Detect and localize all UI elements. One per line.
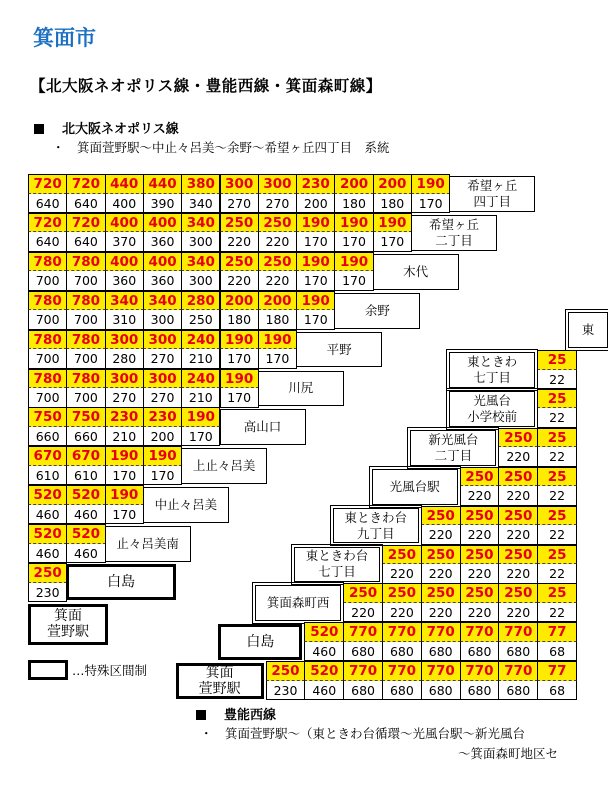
fare-cell-top: 780: [28, 252, 67, 272]
fare-cell-bottom: 180: [334, 194, 373, 214]
stop-label-line: 光風台: [473, 392, 511, 408]
fare-cell-top: 200: [334, 174, 373, 194]
fare-cell-bottom: 170: [373, 232, 412, 252]
fare-cell-bottom: 700: [66, 271, 105, 291]
fare-cell-top: 780: [66, 291, 105, 311]
stop-label: 白島: [218, 624, 302, 660]
fare-cell-bottom: 68: [537, 681, 577, 701]
fare-cell-bottom: 700: [66, 310, 105, 330]
fare-cell-bottom: 220: [382, 564, 422, 584]
fare-cell-bottom: 220: [421, 525, 461, 545]
fare-cell-bottom: 700: [28, 310, 67, 330]
fare-cell-bottom: 460: [28, 544, 67, 564]
fare-cell-bottom: 400: [105, 194, 144, 214]
fare-cell-top: 670: [28, 446, 67, 466]
fare-cell-bottom: 170: [220, 388, 259, 408]
fare-cell-top: 200: [258, 291, 297, 311]
fare-cell-bottom: 680: [498, 681, 538, 701]
fare-cell-top: 250: [421, 506, 461, 526]
fare-cell-bottom: 230: [28, 583, 67, 603]
stop-label-line: 希望ヶ丘: [467, 177, 518, 193]
stop-label-line: 七丁目: [318, 564, 356, 580]
fare-cell-top: 780: [28, 291, 67, 311]
fare-cell-bottom: 460: [304, 642, 344, 662]
page-heading: 【北大阪ネオポリス線・豊能西線・箕面森町線】: [30, 77, 382, 95]
fare-cell-top: 400: [105, 213, 144, 233]
fare-cell-top: 250: [258, 213, 297, 233]
fare-cell-bottom: 300: [181, 271, 220, 291]
fare-cell-bottom: 270: [143, 388, 182, 408]
fare-cell-bottom: 170: [411, 194, 450, 214]
fare-cell-top: 190: [181, 407, 220, 427]
fare-cell-top: 780: [66, 330, 105, 350]
fare-cell-bottom: 460: [66, 544, 105, 564]
fare-cell-top: 720: [66, 213, 105, 233]
stop-label: [449, 352, 535, 388]
fare-cell-top: 720: [66, 174, 105, 194]
fare-cell-top: 750: [66, 407, 105, 427]
stop-label-line: 箕面: [205, 665, 234, 682]
stop-label-line: 萱野駅: [198, 681, 241, 698]
stop-label-origin-line: 萱野駅: [47, 624, 89, 641]
fare-cell-bottom: 460: [28, 505, 67, 525]
fare-cell-top: 780: [66, 369, 105, 389]
fare-cell-bottom: 180: [220, 310, 259, 330]
fare-cell-top: 250: [28, 563, 67, 583]
fare-cell-top: 190: [105, 485, 144, 505]
fare-cell-top: 770: [382, 622, 422, 642]
fare-cell-top: 520: [304, 661, 344, 681]
fare-cell-bottom: 22: [537, 447, 577, 467]
fare-cell-top: 230: [296, 174, 335, 194]
fare-cell-top: 400: [143, 213, 182, 233]
fare-cell-bottom: 210: [181, 388, 220, 408]
fare-cell-top: 190: [296, 291, 335, 311]
fare-cell-top: 770: [460, 622, 500, 642]
fare-cell-top: 25: [537, 350, 577, 370]
fare-cell-top: 770: [498, 622, 538, 642]
fare-cell-top: 520: [304, 622, 344, 642]
fare-cell-top: 25: [537, 467, 577, 487]
fare-cell-bottom: 660: [28, 427, 67, 447]
fare-cell-top: 190: [258, 330, 297, 350]
fare-cell-top: 300: [220, 174, 259, 194]
fare-cell-bottom: 270: [143, 349, 182, 369]
stop-label: [294, 547, 380, 583]
fare-cell-top: 190: [334, 252, 373, 272]
fare-cell-top: 300: [143, 369, 182, 389]
stop-label: 止々呂美南: [105, 526, 191, 562]
fare-cell-top: 520: [28, 485, 67, 505]
fare-cell-bottom: 180: [258, 310, 297, 330]
fare-cell-top: 250: [498, 583, 538, 603]
fare-cell-top: 250: [343, 583, 383, 603]
fare-cell-top: 340: [181, 252, 220, 272]
fare-cell-top: 770: [343, 661, 383, 681]
fare-cell-bottom: 22: [537, 408, 577, 428]
fare-cell-bottom: 220: [343, 603, 383, 623]
fare-cell-bottom: 700: [66, 388, 105, 408]
fare-cell-top: 77: [537, 661, 577, 681]
section2-title: 豊能西線: [224, 708, 277, 723]
fare-cell-bottom: 220: [498, 603, 538, 623]
fare-cell-bottom: 22: [537, 486, 577, 506]
fare-cell-top: 400: [105, 252, 144, 272]
fare-cell-bottom: 270: [105, 388, 144, 408]
fare-cell-top: 25: [537, 389, 577, 409]
fare-cell-bottom: 370: [105, 232, 144, 252]
stop-label: 平野: [296, 332, 382, 368]
fare-cell-bottom: 22: [537, 370, 577, 390]
fare-cell-bottom: 610: [66, 466, 105, 486]
fare-cell-top: 250: [460, 506, 500, 526]
stop-label-line: 二丁目: [434, 447, 473, 463]
fare-cell-bottom: 700: [66, 349, 105, 369]
fare-cell-top: 280: [181, 291, 220, 311]
fare-cell-top: 25: [537, 428, 577, 448]
fare-cell-top: 520: [28, 524, 67, 544]
fare-cell-top: 300: [258, 174, 297, 194]
stop-label: 川尻: [258, 371, 344, 407]
fare-cell-bottom: 210: [105, 427, 144, 447]
fare-cell-bottom: 170: [334, 232, 373, 252]
fare-cell-bottom: 220: [421, 603, 461, 623]
fare-cell-top: 250: [498, 467, 538, 487]
stop-label-top: 東: [568, 312, 608, 348]
fare-cell-bottom: 68: [537, 642, 577, 662]
fare-cell-bottom: 680: [343, 642, 383, 662]
stop-label-line: 九丁目: [357, 525, 395, 541]
legend-text: …特殊区間制: [72, 663, 148, 678]
fare-cell-bottom: 170: [258, 349, 297, 369]
stop-label: 白島: [66, 564, 176, 600]
fare-cell-top: 250: [382, 545, 422, 565]
fare-cell-bottom: 22: [537, 525, 577, 545]
fare-cell-top: 250: [266, 661, 306, 681]
fare-cell-bottom: 220: [498, 564, 538, 584]
fare-cell-bottom: 310: [105, 310, 144, 330]
stop-label: 光風台駅: [372, 469, 458, 505]
stop-label: [333, 508, 419, 544]
fare-cell-bottom: 220: [460, 603, 500, 623]
fare-cell-bottom: 640: [28, 194, 67, 214]
fare-cell-top: 300: [143, 330, 182, 350]
fare-cell-top: 240: [181, 330, 220, 350]
stop-label-line: 希望ヶ丘: [428, 216, 479, 232]
fare-cell-top: 190: [220, 369, 259, 389]
fare-cell-top: 340: [181, 213, 220, 233]
fare-cell-top: 190: [373, 213, 412, 233]
fare-cell-top: 720: [28, 213, 67, 233]
fare-cell-bottom: 390: [143, 194, 182, 214]
fare-cell-bottom: 460: [304, 681, 344, 701]
fare-cell-top: 380: [181, 174, 220, 194]
fare-cell-bottom: 360: [105, 271, 144, 291]
fare-cell-top: 240: [181, 369, 220, 389]
fare-cell-bottom: 170: [105, 466, 144, 486]
fare-cell-top: 340: [105, 291, 144, 311]
fare-cell-top: 770: [343, 622, 383, 642]
stop-label-line: 二丁目: [435, 232, 473, 248]
section1-route-text: 箕面萱野駅〜中止々呂美〜余野〜希望ヶ丘四丁目 系統: [77, 140, 390, 155]
fare-cell-bottom: 300: [143, 310, 182, 330]
fare-cell-top: 25: [537, 583, 577, 603]
fare-cell-top: 200: [373, 174, 412, 194]
fare-cell-top: 750: [28, 407, 67, 427]
fare-cell-bottom: 220: [421, 564, 461, 584]
fare-cell-bottom: 22: [537, 603, 577, 623]
fare-cell-bottom: 170: [296, 271, 335, 291]
fare-cell-bottom: 270: [220, 194, 259, 214]
fare-cell-bottom: 700: [28, 271, 67, 291]
fare-cell-top: 300: [105, 369, 144, 389]
fare-cell-bottom: 680: [498, 642, 538, 662]
fare-cell-top: 250: [460, 583, 500, 603]
fare-cell-bottom: 680: [460, 681, 500, 701]
fare-cell-bottom: 220: [460, 486, 500, 506]
fare-cell-top: 25: [537, 506, 577, 526]
fare-cell-top: 300: [105, 330, 144, 350]
fare-cell-top: 780: [28, 330, 67, 350]
fare-cell-top: 520: [66, 485, 105, 505]
fare-cell-bottom: 170: [143, 466, 182, 486]
fare-cell-bottom: 360: [143, 232, 182, 252]
fare-cell-top: 400: [143, 252, 182, 272]
stop-label: [449, 391, 535, 427]
section1-title: 北大阪ネオポリス線: [62, 122, 179, 137]
section2-route-text: 箕面萱野駅〜（東ときわ台循環〜光風台駅〜新光風台: [225, 726, 526, 741]
fare-cell-bottom: 220: [220, 232, 259, 252]
fare-cell-bottom: 360: [143, 271, 182, 291]
fare-cell-bottom: 220: [498, 447, 538, 467]
fare-cell-top: 190: [105, 446, 144, 466]
fare-cell-bottom: 170: [181, 427, 220, 447]
fare-cell-bottom: 680: [382, 642, 422, 662]
stop-label: 上止々呂美: [181, 448, 267, 484]
fare-cell-bottom: 700: [28, 349, 67, 369]
square-bullet-icon: [196, 710, 206, 720]
fare-cell-top: 770: [421, 622, 461, 642]
fare-cell-bottom: 680: [343, 681, 383, 701]
fare-cell-top: 250: [460, 467, 500, 487]
stop-label-line: 東ときわ台: [344, 509, 408, 525]
fare-cell-top: 770: [382, 661, 422, 681]
fare-cell-bottom: 640: [28, 232, 67, 252]
fare-cell-bottom: 180: [373, 194, 412, 214]
fare-cell-bottom: 460: [66, 505, 105, 525]
fare-cell-top: 770: [421, 661, 461, 681]
fare-cell-bottom: 22: [537, 564, 577, 584]
city-title: 箕面市: [33, 26, 96, 50]
stop-label: 木代: [373, 254, 459, 290]
fare-cell-bottom: 280: [105, 349, 144, 369]
fare-cell-bottom: 170: [296, 232, 335, 252]
stop-label-origin-line: 箕面: [54, 608, 82, 625]
stop-label: [410, 430, 496, 466]
fare-cell-bottom: 610: [28, 466, 67, 486]
fare-cell-top: 200: [220, 291, 259, 311]
fare-cell-top: 190: [411, 174, 450, 194]
fare-cell-top: 190: [296, 252, 335, 272]
fare-cell-bottom: 220: [382, 603, 422, 623]
fare-cell-top: 230: [105, 407, 144, 427]
stop-label-line: 新光風台: [428, 431, 479, 447]
fare-cell-bottom: 640: [66, 194, 105, 214]
stop-label-line: 東ときわ: [467, 353, 518, 369]
fare-cell-bottom: 200: [143, 427, 182, 447]
section1-route: ・ 箕面萱野駅〜中止々呂美〜余野〜希望ヶ丘四丁目 系統: [52, 140, 390, 155]
fare-cell-top: 440: [105, 174, 144, 194]
stop-label-line: 小学校前: [467, 408, 518, 424]
fare-cell-bottom: 220: [258, 271, 297, 291]
fare-cell-top: 250: [498, 506, 538, 526]
stop-label: 箕面森町西: [255, 585, 341, 621]
fare-cell-top: 250: [421, 583, 461, 603]
stop-label-line: 四丁目: [473, 193, 512, 209]
fare-cell-bottom: 220: [460, 525, 500, 545]
fare-cell-bottom: 680: [421, 642, 461, 662]
stop-label: 余野: [334, 293, 420, 329]
fare-cell-bottom: 700: [28, 388, 67, 408]
fare-cell-bottom: 250: [181, 310, 220, 330]
fare-cell-bottom: 210: [181, 349, 220, 369]
fare-cell-top: 25: [537, 545, 577, 565]
fare-cell-top: 250: [498, 428, 538, 448]
fare-cell-bottom: 220: [220, 271, 259, 291]
fare-cell-top: 250: [382, 583, 422, 603]
stop-label: [176, 663, 264, 699]
section2-title-row: [196, 704, 276, 723]
fare-cell-top: 780: [28, 369, 67, 389]
fare-cell-bottom: 220: [460, 564, 500, 584]
fare-cell-bottom: 680: [460, 642, 500, 662]
stop-label: 中止々呂美: [143, 487, 229, 523]
fare-cell-top: 190: [334, 213, 373, 233]
fare-cell-top: 250: [258, 252, 297, 272]
fare-cell-top: 780: [66, 252, 105, 272]
fare-cell-bottom: 220: [498, 525, 538, 545]
section2-route-line1: ・ 箕面萱野駅〜（東ときわ台循環〜光風台駅〜新光風台: [200, 726, 526, 741]
fare-cell-top: 250: [421, 545, 461, 565]
fare-cell-bottom: 220: [258, 232, 297, 252]
fare-cell-bottom: 170: [105, 505, 144, 525]
fare-cell-top: 520: [66, 524, 105, 544]
fare-cell-top: 720: [28, 174, 67, 194]
fare-cell-top: 440: [143, 174, 182, 194]
fare-cell-bottom: 220: [498, 486, 538, 506]
fare-cell-bottom: 230: [266, 681, 306, 701]
fare-cell-top: 230: [143, 407, 182, 427]
fare-cell-top: 250: [220, 252, 259, 272]
fare-cell-top: 190: [296, 213, 335, 233]
fare-cell-bottom: 300: [181, 232, 220, 252]
fare-cell-bottom: 270: [258, 194, 297, 214]
fare-cell-top: 250: [220, 213, 259, 233]
fare-cell-top: 190: [143, 446, 182, 466]
fare-cell-bottom: 680: [421, 681, 461, 701]
fare-cell-top: 770: [460, 661, 500, 681]
fare-cell-bottom: 170: [220, 349, 259, 369]
fare-cell-top: 770: [498, 661, 538, 681]
fare-cell-top: 250: [460, 545, 500, 565]
fare-cell-bottom: 640: [66, 232, 105, 252]
fare-cell-bottom: 170: [296, 310, 335, 330]
stop-label-line: 東ときわ台: [305, 548, 369, 564]
legend-box: [28, 660, 68, 680]
fare-cell-top: 77: [537, 622, 577, 642]
fare-cell-bottom: 200: [296, 194, 335, 214]
fare-cell-bottom: 340: [181, 194, 220, 214]
fare-cell-top: 190: [220, 330, 259, 350]
stop-label: 高山口: [220, 409, 306, 445]
fare-cell-top: 670: [66, 446, 105, 466]
fare-cell-bottom: 660: [66, 427, 105, 447]
fare-cell-top: 250: [498, 545, 538, 565]
stop-label-line: 七丁目: [473, 369, 511, 385]
fare-cell-bottom: 680: [382, 681, 422, 701]
section2-route-line2: 〜箕面森町地区セ: [458, 746, 559, 761]
fare-cell-bottom: 170: [334, 271, 373, 291]
fare-cell-top: 340: [143, 291, 182, 311]
